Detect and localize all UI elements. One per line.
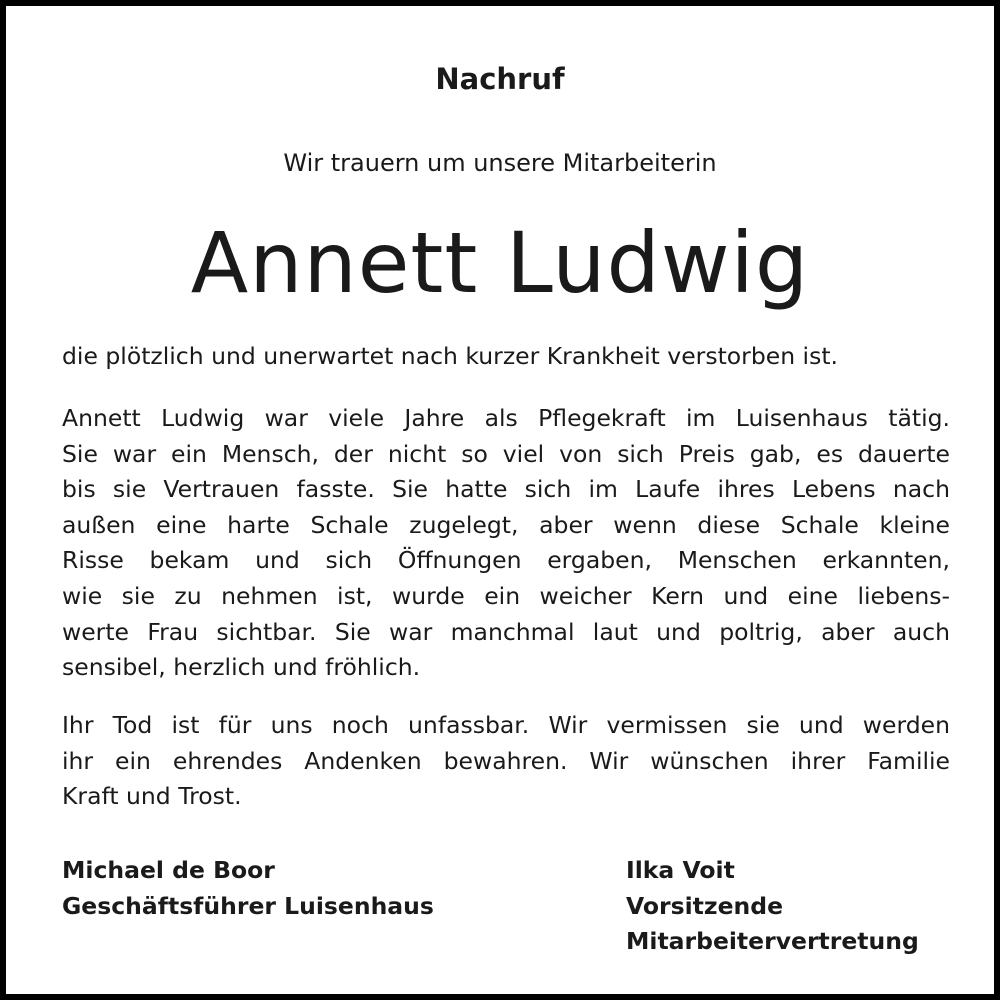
signatory-name: Michael de Boor bbox=[62, 856, 275, 884]
paragraph-1 bbox=[62, 401, 950, 686]
paragraph-line: Ihr Tod ist für uns noch unfassbar. Wir vermissen sie und werden bbox=[62, 711, 950, 739]
paragraph-line: ihr ein ehrendes Andenken bewahren. Wir wünschen ihrer Familie bbox=[62, 746, 950, 775]
signatory-left bbox=[62, 853, 434, 924]
paragraph-line: bis sie Vertrauen fasste. Sie hatte sich im Laufe ihres Lebens nach bbox=[62, 475, 950, 504]
paragraph-line: wie sie zu nehmen ist, wurde ein weicher Kern und eine liebens- bbox=[62, 581, 950, 610]
paragraph-2 bbox=[62, 708, 950, 815]
deceased-name: Annett Ludwig bbox=[190, 214, 810, 312]
paragraph-line: werte Frau sichtbar. Sie war manchmal laut und poltrig, aber auch bbox=[62, 617, 950, 646]
intro-line: Wir trauern um unsere Mitarbeiterin bbox=[283, 149, 717, 177]
signatory-role: Vorsitzende bbox=[626, 891, 784, 920]
heading: Nachruf bbox=[435, 62, 565, 96]
signatory-name: Ilka Voit bbox=[626, 856, 735, 884]
paragraph-line: sensibel, herzlich und fröhlich. bbox=[62, 653, 421, 682]
signatory-right bbox=[626, 853, 919, 960]
signatory-role: Mitarbeitervertretung bbox=[626, 927, 919, 955]
paragraph-line: Sie war ein Mensch, der nicht so viel von sich Preis gab, es dauerte bbox=[62, 439, 950, 468]
paragraph-line: Risse bekam und sich Öffnungen ergaben, Menschen erkannten, bbox=[62, 546, 950, 575]
signatory-role: Geschäftsführer Luisenhaus bbox=[62, 891, 434, 920]
subline: die plötzlich und unerwartet nach kurzer Krankheit verstorben ist. bbox=[62, 342, 839, 370]
paragraph-line: außen eine harte Schale zugelegt, aber wenn diese Schale kleine bbox=[62, 510, 950, 539]
paragraph-line: Kraft und Trost. bbox=[62, 782, 242, 811]
paragraph-line: Annett Ludwig war viele Jahre als Pflegekraft im Luisenhaus tätig. bbox=[62, 404, 950, 432]
